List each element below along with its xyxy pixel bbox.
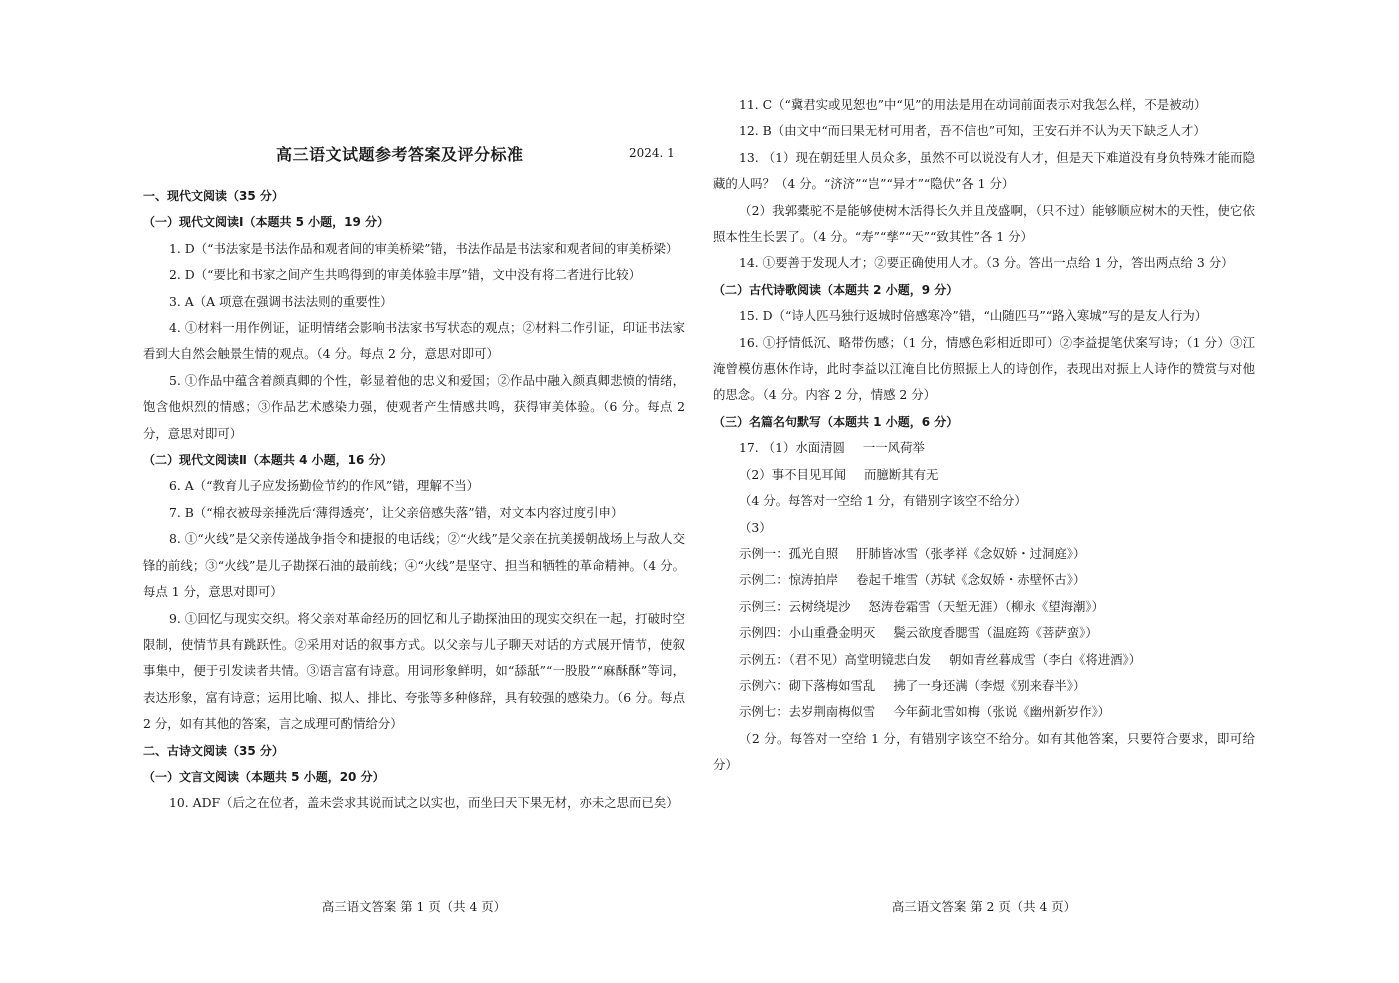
answer-q16: 16. ①抒情低沉、略带伤感；（1 分，情感色彩相近即可）②李益提笔伏案写诗；（1 分）③江淹曾模仿惠休作诗，此时李益以江淹自比仿照振上人的诗创作，表现出对振上人诗作的赞赏与对他的思念。（4 分。内容 2 分，情感 2 分）	[713, 334, 1255, 403]
page-1-body	[143, 183, 685, 817]
subsection-heading: （二）现代文阅读Ⅱ（本题共 4 小题，16 分）	[143, 453, 393, 468]
answer-q11: 11. C（“冀君实或见恕也”中“见”的用法是用在动词前面表示对我怎么样，不是被动）	[739, 97, 1207, 112]
example-first: 示例三：云树绕堤沙	[739, 598, 851, 614]
subsection-heading: （一）文言文阅读（本题共 5 小题，20 分）	[143, 769, 385, 784]
answer-q10: 10. ADF（后之在位者，盖未尝求其说而试之以实也，而坐曰天下果无材，亦未之思而已矣）	[169, 795, 679, 811]
answer-q9: 9. ①回忆与现实交织。将父亲对革命经历的回忆和儿子勘探油田的现实交织在一起，打破时空限制，使情节具有跳跃性。②采用对话的叙事方式。以父亲与儿子聊天对话的方式展开情节，使叙事集中，便于引发读者共情。③语言富有诗意。用词形象鲜明，如“舔舐”“一股股”“麻酥酥”等词，表达形象，富有诗意；运用比喻、拟人、排比、夸张等多种修辞，具有较强的感染力。（6 分。每点 2 分，如有其他的答案，言之成理可酌情给分）	[143, 610, 685, 732]
example-second: 怒涛卷霜雪（天堑无涯）（柳永《望海潮》）	[868, 598, 1104, 614]
page-2-body	[713, 92, 1255, 779]
example-line	[713, 567, 1255, 593]
example-second: 卷起千堆雪（苏轼《念奴娇・赤壁怀古》）	[856, 572, 1086, 588]
example-first: 示例二：惊涛拍岸	[739, 572, 839, 588]
subsection-heading: （一）现代文阅读Ⅰ（本题共 5 小题，19 分）	[143, 215, 390, 230]
answer-q8: 8. ①“火线”是父亲传递战争指令和捷报的电话线；②“火线”是父亲在抗美援朝战场上与敌人交锋的前线；③“火线”是儿子勘探石油的最前线；④“火线”是坚守、担当和牺牲的革命精神。（4 分。每点 1 分，意思对即可）	[143, 531, 685, 600]
example-second: 朝如青丝暮成雪（李白《将进酒》）	[949, 651, 1142, 667]
answer-q17-2	[713, 462, 1255, 488]
example-second: 鬓云欲度香腮雪（温庭筠《菩萨蛮》）	[893, 625, 1098, 641]
page-title: 高三语文试题参考答案及评分标准	[276, 145, 524, 164]
example-second: 今年蓟北雪如梅（张说《幽州新岁作》）	[893, 704, 1111, 720]
answer-q14: 14. ①要善于发现人才；②要正确使用人才。（3 分。答出一点给 1 分，答出两点给 3 分）	[739, 255, 1234, 271]
answer-q7: 7. B（“棉衣被母亲捶洗后‘薄得透亮’，让父亲倍感失落”错，对文本内容过度引申）	[169, 504, 624, 520]
example-line	[713, 673, 1255, 699]
answer-q17-1	[713, 435, 1255, 461]
example-first: 示例七：去岁荆南梅似雪	[739, 704, 876, 720]
answer-q4: 4. ①材料一用作例证，证明情绪会影响书法家书写状态的观点；②材料二作引证，印证书法家看到大自然会触景生情的观点。（4 分。每点 2 分，意思对即可）	[143, 320, 685, 362]
subsection-heading: （三）名篇名句默写（本题共 1 小题，6 分）	[713, 414, 959, 429]
example-line	[713, 594, 1255, 620]
example-line	[713, 541, 1255, 567]
answer-q2: 2. D（“要比和书家之间产生共鸣得到的审美体验丰厚”错，文中没有将二者进行比较）	[169, 267, 642, 283]
example-second: 拂了一身还满（李煜《别来春半》）	[893, 677, 1086, 693]
example-first: 示例五：（君不见）高堂明镜悲白发	[739, 651, 932, 667]
example-line	[713, 647, 1255, 673]
example-line	[713, 620, 1255, 646]
page-footer: 高三语文答案 第 2 页（共 4 页）	[891, 899, 1077, 914]
answer-q12: 12. B（由文中“而曰果无材可用者，吾不信也”可知，王安石并不认为天下缺乏人才）	[739, 123, 1206, 139]
example-second: 肝肺皆冰雪（张孝祥《念奴娇・过洞庭》）	[856, 545, 1086, 561]
example-first: 示例六：砌下落梅如雪乱	[739, 677, 876, 693]
q17-1-first: 17. （1）水面清圆	[739, 440, 845, 456]
example-first: 示例一：孤光自照	[739, 545, 839, 561]
q17-score-note: （4 分。每答对一空给 1 分，有错别字该空不给分）	[739, 493, 1027, 509]
answer-q3: 3. A（A 项意在强调书法法则的重要性）	[169, 293, 393, 309]
answer-q5: 5. ①作品中蕴含着颜真卿的个性，彰显着他的忠义和爱国；②作品中融入颜真卿悲愤的情绪，饱含他炽烈的情感；③作品艺术感染力强，使观者产生情感共鸣，获得审美体验。（6 分。每点 2 分，意思对即可）	[143, 372, 685, 441]
answer-q17-3: （3）	[739, 519, 772, 535]
section-heading: 一、现代文阅读（35 分）	[143, 189, 284, 203]
answer-q13-2: （2）我郭橐驼不是能够使树木活得长久并且茂盛啊，（只不过）能够顺应树木的天性，使它依照本性生长罢了。（4 分。“寿”“孳”“天”“致其性”各 1 分）	[713, 202, 1255, 245]
section-heading: 二、古诗文阅读（35 分）	[143, 743, 284, 758]
subsection-heading: （二）古代诗歌阅读（本题共 2 小题，9 分）	[713, 282, 959, 297]
exam-date: 2024. 1	[629, 146, 675, 160]
q17-2-second: 而臆断其有无	[864, 466, 939, 482]
q17-score-note-2: （2 分。每答对一空给 1 分，有错别字该空不给分。如有其他答案，只要符合要求，即可给分）	[713, 730, 1255, 773]
example-line	[713, 699, 1255, 725]
q17-2-first: （2）事不目见耳闻	[739, 466, 847, 482]
q17-1-second: 一一风荷举	[862, 440, 925, 456]
title-row	[143, 142, 685, 166]
example-first: 示例四：小山重叠金明灭	[739, 625, 876, 641]
answer-q13-1: 13. （1）现在朝廷里人员众多，虽然不可以说没有人才，但是天下难道没有身负特殊才能而隐藏的人吗？（4 分。“济济”“岂”“异才”“隐伏”各 1 分）	[713, 149, 1255, 192]
answer-q15: 15. D（“诗人匹马独行返城时倍感寒冷”错，“山随匹马”“路入寒城”写的是友人行为）	[739, 308, 1208, 324]
page-footer: 高三语文答案 第 1 页（共 4 页）	[321, 899, 507, 914]
answer-q1: 1. D（“书法家是书法作品和观者间的审美桥梁”错，书法作品是书法家和观者间的审美桥梁）	[169, 240, 679, 256]
answer-q6: 6. A（“教育儿子应发扬勤俭节约的作风”错，理解不当）	[169, 478, 480, 494]
